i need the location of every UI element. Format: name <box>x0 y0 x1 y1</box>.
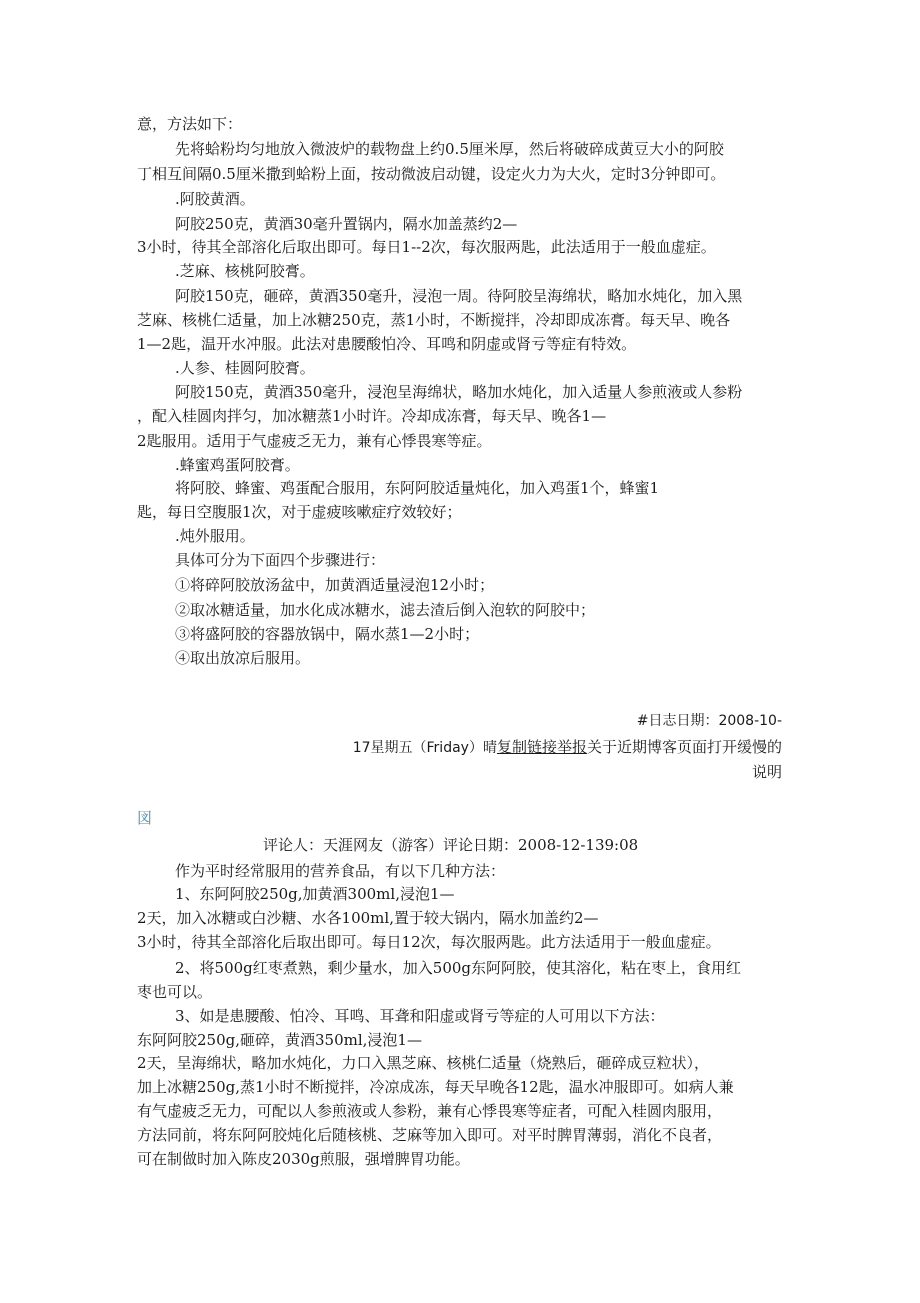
copy-link[interactable]: 复制链接 <box>496 738 557 756</box>
comment-line: 方法同前，将东阿阿胶炖化后随核桃、芝麻等加入即可。对平时脾胃薄弱，消化不良者， <box>137 1126 723 1144</box>
comment-line: 可在制做时加入陈皮2030g煎服，强增脾胃功能。 <box>137 1150 470 1168</box>
method-paragraph-line: 丁相互间隔0.5厘米撒到蛤粉上面，按动微波启动键，设定火力为大火，定时3分钟即可。 <box>137 165 726 183</box>
recipe-step: ③将盛阿胶的容器放锅中，隔水蒸1—2小时； <box>175 625 480 643</box>
recipe-title: .人参、桂圆阿胶膏。 <box>175 359 315 377</box>
recipe-line: 3小时，待其全部溶化后取出即可。每日1--2次，每次服两匙，此法适用于一般血虚症。 <box>137 238 716 256</box>
comment-line: 加上冰糖250g,蒸1小时不断搅拌，冷凉成冻，每天早晚各12匙，温水冲服即可。如病人兼 <box>137 1078 734 1096</box>
notice-link-continued[interactable]: 说明 <box>751 763 782 781</box>
recipe-line: 芝麻、核桃仁适量，加上冰糖250克，蒸1小时，不断搅拌，冷却即成冻膏。每天早、晚各 <box>137 311 731 329</box>
comment-line: 2天，加入冰糖或白沙糖、水各100ml,置于较大锅内，隔水加盖约2— <box>137 909 599 927</box>
recipe-title: .炖外服用。 <box>175 527 255 545</box>
log-meta-line <box>353 737 782 758</box>
comment-line: 2天，呈海绵状，略加水炖化，力口入黑芝麻、核桃仁适量（烧熟后，砸碎成豆粒状）， <box>137 1054 710 1072</box>
recipe-title: .阿胶黄酒。 <box>175 190 255 208</box>
image-icon: 図 <box>137 809 153 827</box>
comment-line: 1、东阿阿胶250g,加黄酒300ml,浸泡1— <box>175 885 455 903</box>
comment-line: 枣也可以。 <box>137 983 213 1001</box>
comment-line: 3、如是患腰酸、怕冷、耳鸣、耳聋和阳虚或肾亏等症的人可用以下方法： <box>175 1007 665 1025</box>
notice-link[interactable]: 关于近期博客页面打开缓慢的 <box>586 738 782 756</box>
recipe-line: 具体可分为下面四个步骤进行： <box>175 551 386 569</box>
comment-line: 2、将500g红枣煮熟，剩少量水，加入500g东阿阿胶，使其溶化，粘在枣上，食用红 <box>175 959 742 977</box>
method-intro: 意，方法如下： <box>137 115 243 133</box>
recipe-line: 1—2匙，温开水冲服。此法对患腰酸怕冷、耳鸣和阴虚或肾亏等症有特效。 <box>137 335 637 353</box>
log-date: #日志日期：2008-10- <box>636 713 782 729</box>
recipe-line: ，配入桂圆肉拌匀，加冰糖蒸1小时许。冷却成冻膏，每天早、晚各1— <box>137 407 607 425</box>
report-link[interactable]: 举报 <box>556 738 587 756</box>
log-weekday: 17星期五（Friday）晴 <box>352 740 497 756</box>
recipe-step: ①将碎阿胶放汤盆中，加黄酒适量浸泡12小时； <box>175 576 495 594</box>
recipe-line: 阿胶250克，黄酒30毫升置锅内，隔水加盖蒸约2— <box>175 215 518 233</box>
comment-line: 3小时，待其全部溶化后取出即可。每日12次，每次服两匙。此方法适用于一般血虚症。 <box>137 933 721 951</box>
comment-line: 作为平时经常服用的营养食品，有以下几种方法： <box>175 862 506 880</box>
recipe-line: 阿胶150克，黄酒350毫升，浸泡呈海绵状，略加水炖化，加入适量人参煎液或人参粉 <box>175 383 743 401</box>
comment-line: 有气虚疲乏无力，可配以人参煎液或人参粉，兼有心悸畏寒等症者，可配入桂圆肉服用， <box>137 1102 723 1120</box>
recipe-line: 匙，每日空腹服1次，对于虚疲咳嗽症疗效较好； <box>137 503 462 521</box>
recipe-title: .蜂蜜鸡蛋阿胶膏。 <box>175 456 300 474</box>
recipe-step: ④取出放凉后服用。 <box>175 649 311 667</box>
comment-header: 评论人：天涯网友（游客）评论日期：2008-12-139:08 <box>263 836 639 854</box>
comment-line: 东阿阿胶250g,砸碎，黄酒350ml,浸泡1— <box>137 1031 422 1049</box>
recipe-line: 阿胶150克，砸碎，黄酒350毫升，浸泡一周。待阿胶呈海绵状，略加水炖化，加入黑 <box>175 287 743 305</box>
recipe-line: 将阿胶、蜂蜜、鸡蛋配合服用，东阿阿胶适量炖化，加入鸡蛋1个，蜂蜜1 <box>175 479 660 497</box>
recipe-line: 2匙服用。适用于气虚疲乏无力，兼有心悸畏寒等症。 <box>137 432 492 450</box>
recipe-title: .芝麻、核桃阿胶膏。 <box>175 262 315 280</box>
recipe-step: ②取冰糖适量，加水化成冰糖水，滤去渣后倒入泡软的阿胶中； <box>175 601 596 619</box>
method-paragraph-line: 先将蛤粉均匀地放入微波炉的载物盘上约0.5厘米厚，然后将破碎成黄豆大小的阿胶 <box>175 140 724 158</box>
